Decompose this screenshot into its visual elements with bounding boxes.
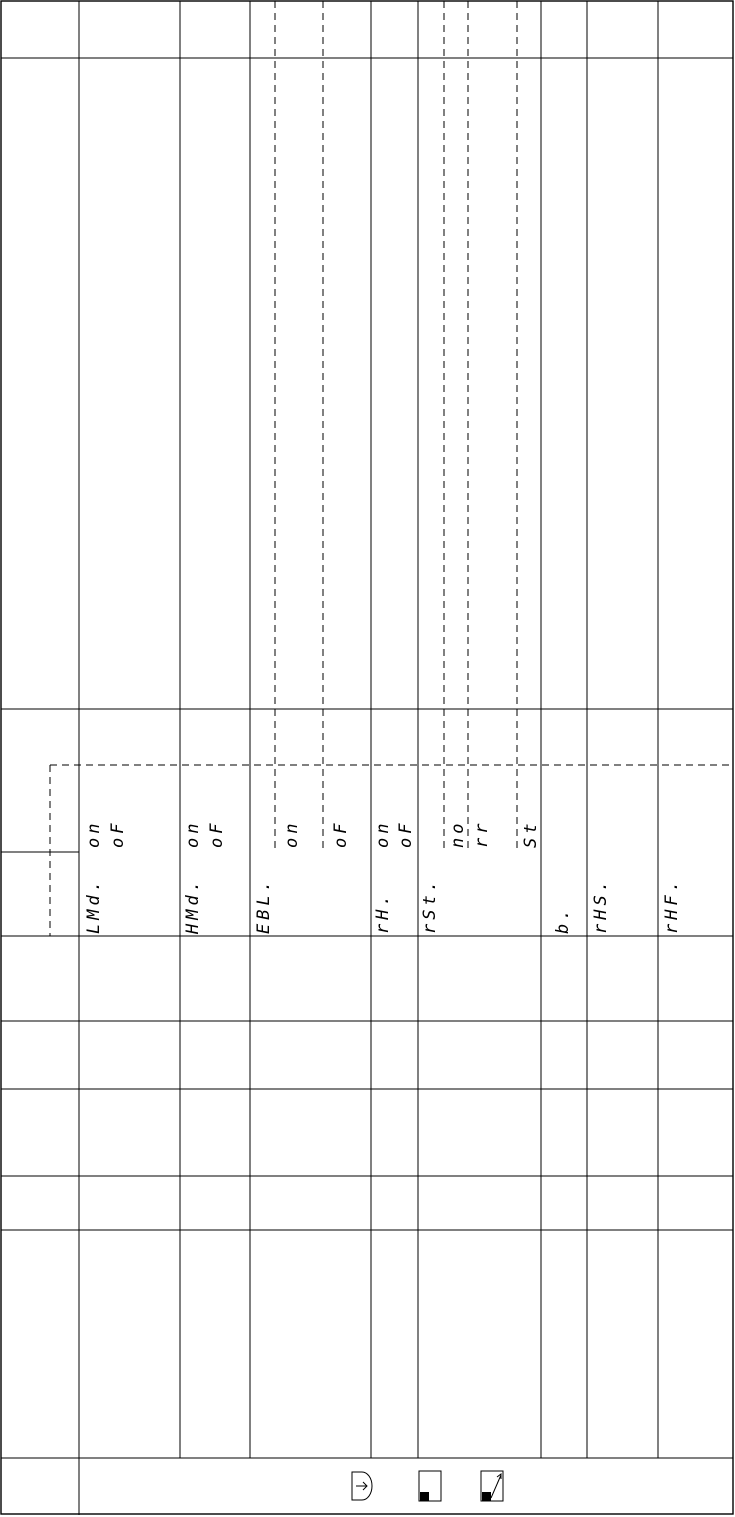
code-ebl-of: oF [331, 819, 351, 848]
code-rh-of: oF [396, 819, 416, 848]
code-rst: rSt. [420, 877, 440, 934]
code-no: no [448, 819, 468, 848]
code-rhf: rHF. [662, 877, 682, 934]
code-rh: rH. [373, 891, 393, 934]
filled-square-icon [418, 1470, 442, 1502]
code-rhs: rHS. [591, 877, 611, 934]
footer-icon-row [0, 1470, 735, 1504]
code-rh-on: on [373, 819, 393, 848]
code-ebl: EBL. [254, 877, 274, 934]
enter-arrow-icon [350, 1470, 374, 1502]
code-hmd-of: oF [207, 819, 227, 848]
code-lmd-on: on [84, 819, 104, 848]
code-st: St [521, 819, 541, 848]
code-lmd-of: oF [108, 819, 128, 848]
code-hmd: HMd. [183, 877, 203, 934]
square-arrow-icon [480, 1470, 504, 1502]
code-hmd-on: on [183, 819, 203, 848]
code-lmd: LMd. [84, 877, 104, 934]
code-b: b. [553, 905, 573, 934]
code-rr: rr [472, 819, 492, 848]
code-ebl-on: on [282, 819, 302, 848]
